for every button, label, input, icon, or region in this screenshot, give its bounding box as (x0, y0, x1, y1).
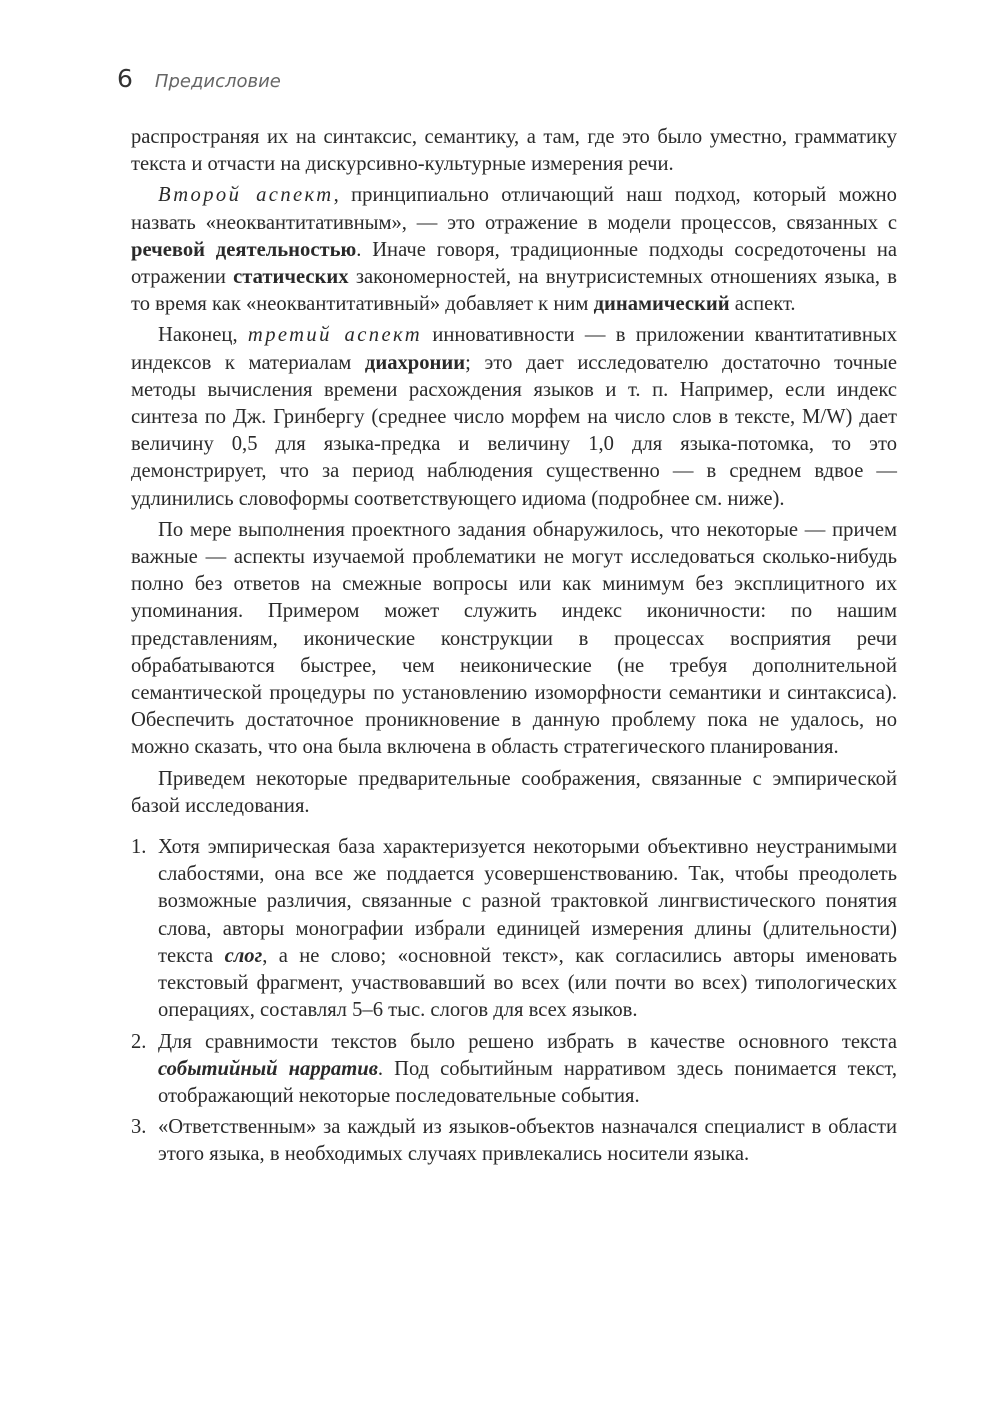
paragraph-2 (131, 182, 897, 318)
paragraph-3-bold: диахронии (364, 351, 466, 374)
list-item-number: 3. (131, 1116, 147, 1139)
paragraph-2-text: закономерностей, на внутрисистемных отношениях языка, в то время как «неоквантитативный» добавляет к ним (131, 266, 897, 316)
paragraph-3-text: Наконец, (158, 324, 248, 347)
paragraph-2-lead: Второй аспект (158, 184, 334, 207)
list-item-number: 1. (131, 836, 147, 859)
list-item-text: «Ответственным» за каждый из языков-объектов назначался специалист в области этого языка, в необходимых случаях привлекались носители языка. (158, 1116, 897, 1166)
paragraph-2-text: аспект. (729, 293, 796, 316)
numbered-list (131, 834, 897, 1168)
list-item (131, 1029, 897, 1111)
list-item-emphasis: слог (224, 944, 263, 967)
paragraph-1: распространяя их на синтаксис, семантику, а там, где это было уместно, грамматику текста и отчасти на дискурсивно-культурные измерения речи. (131, 126, 897, 176)
running-title: Предисловие (154, 71, 281, 92)
paragraph-3-text: ; это дает исследователю достаточно точные методы вычисления времени расхождения языков и т. п. Например, если индекс синтеза по Дж. Гринбергу (среднее число морфем на число слов в тексте, M/W) дает величину 0,5 для языка-предка и величину 1,0 для языка-потомка, то это демонстрирует, что за период наблюдения существенно — в среднем вдвое — удлинились словоформы соответствующего идиома (подробнее см. ниже). (131, 351, 897, 510)
list-item-emphasis: событийный нарратив (158, 1057, 378, 1080)
running-header (117, 64, 281, 93)
body-text (131, 124, 897, 1173)
page-number: 6 (117, 64, 133, 93)
list-item-text: Хотя эмпирическая база характеризуется некоторыми объективно неустранимыми слабостями, она все же поддается усовершенствованию. Так, чтобы преодолеть возможные различия, связанные с разной трактовкой лингвистического понятия слова, авторы монографии избрали единицей измерения длины (длительности) текста (158, 836, 897, 967)
paragraph-2-bold: статических (233, 266, 349, 289)
paragraph-2-text: . Иначе говоря, традиционные подходы сосредоточены на отражении (131, 238, 897, 289)
paragraph-2-bold: речевой деятельностью (131, 238, 357, 261)
list-item-text: , а не слово; «основной текст», как согласились авторы именовать текстовый фрагмент, участвовавший во всех (или почти во всех) типологических операциях, составлял 5–6 тыс. слогов для всех языков. (158, 944, 897, 1022)
list-item-text: Для сравнимости текстов было решено избрать в качестве основного текста (158, 1030, 897, 1053)
paragraph-3-text: инновативности — в приложении квантитативных индексов к материалам (131, 324, 898, 374)
list-item (131, 1114, 897, 1168)
paragraph-5: Приведем некоторые предварительные соображения, связанные с эмпирической базой исследования. (131, 767, 897, 817)
paragraph-3 (131, 322, 897, 512)
list-item-text: . Под событийным нарративом здесь понимается текст, отображающий некоторые последовательные события. (158, 1057, 897, 1107)
paragraph-2-bold: динамический (593, 293, 730, 316)
paragraph-2-text: , принципиально отличающий наш подход, который можно назвать «неоквантитативным», — это отражение в модели процессов, связанных с (131, 184, 897, 234)
paragraph-3-lead: третий аспект (247, 324, 423, 347)
list-item (131, 834, 897, 1024)
list-item-number: 2. (131, 1030, 147, 1053)
paragraph-4: По мере выполнения проектного задания обнаружилось, что некоторые — причем важные — аспекты изучаемой проблематики не могут исследоваться сколько-нибудь полно без ответов на смежные вопросы или как минимум без эксплицитного их упоминания. Примером может служить индекс иконичности: по нашим представлениям, иконические конструкции в процессах восприятия речи обрабатываются быстрее, чем неиконические (не требуя дополнительной семантической процедуры по установлению изоморфности семантики и синтаксиса). Обеспечить достаточное проникновение в данную проблему пока не удалось, но можно сказать, что она была включена в область стратегического планирования. (131, 518, 897, 759)
